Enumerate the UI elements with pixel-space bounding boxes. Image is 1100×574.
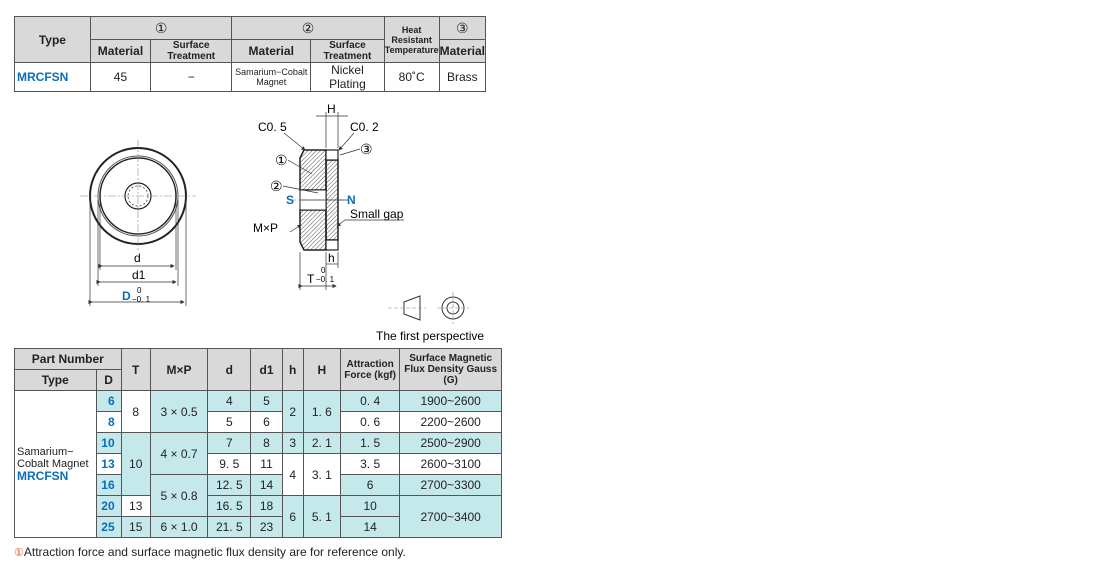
- d-value: 12. 5: [208, 475, 251, 496]
- T-value: 13: [121, 496, 150, 517]
- label-h: h: [328, 251, 335, 265]
- treatment-2-value: Nickel Plating: [311, 63, 385, 92]
- material-header-2: Material: [232, 40, 311, 63]
- H-value: 5. 1: [303, 496, 340, 538]
- type-code: MRCFSN: [15, 63, 91, 92]
- attraction-header: Attraction Force (kgf): [340, 349, 399, 391]
- T-header: T: [121, 349, 150, 391]
- col3-marker: ③: [439, 17, 485, 40]
- D-value: 16: [96, 475, 121, 496]
- type-header: Type: [15, 370, 97, 391]
- type-name-line1: Samarium−: [17, 446, 74, 458]
- D-value: 13: [96, 454, 121, 475]
- d1-value: 18: [251, 496, 282, 517]
- h-value: 3: [282, 433, 303, 454]
- d-header: d: [208, 349, 251, 391]
- material-2-value: Samarium−Cobalt Magnet: [232, 63, 311, 92]
- col1-marker: ①: [90, 17, 232, 40]
- side-view: [283, 112, 404, 290]
- note-text: Attraction force and surface magnetic flux density are for reference only.: [23, 545, 406, 559]
- tol-D-lower: −0. 1: [132, 295, 151, 304]
- flux-value: 2600~3100: [400, 454, 502, 475]
- attraction-value: 3. 5: [340, 454, 399, 475]
- material-header-1: Material: [90, 40, 150, 63]
- h-value: 6: [282, 496, 303, 538]
- marker-3: ③: [360, 141, 373, 157]
- label-H: H: [327, 102, 336, 116]
- D-value: 10: [96, 433, 121, 454]
- label-d1: d1: [132, 268, 146, 282]
- h-value: 2: [282, 391, 303, 433]
- tol-D-upper: 0: [137, 286, 142, 295]
- type-code: MRCFSN: [17, 469, 69, 483]
- d-value: 7: [208, 433, 251, 454]
- MxP-value: 3 × 0.5: [150, 391, 207, 433]
- pole-N: N: [347, 193, 356, 207]
- H-value: 1. 6: [303, 391, 340, 433]
- label-T: T: [307, 272, 315, 286]
- material-1-value: 45: [90, 63, 150, 92]
- d-value: 5: [208, 412, 251, 433]
- marker-2: ②: [270, 178, 283, 194]
- H-value: 3. 1: [303, 454, 340, 496]
- projection-label: The first perspective: [376, 329, 485, 343]
- h-value: 4: [282, 454, 303, 496]
- H-header: H: [303, 349, 340, 391]
- T-value: 8: [121, 391, 150, 433]
- d1-header: d1: [251, 349, 282, 391]
- tol-T-upper: 0: [321, 266, 326, 275]
- treatment-header-1: Surface Treatment: [151, 40, 232, 63]
- note-icon: ①: [14, 547, 24, 559]
- flux-value: 2700~3400: [400, 496, 502, 538]
- part-number-table: [14, 348, 502, 538]
- d-value: 16. 5: [208, 496, 251, 517]
- material-header-3: Material: [439, 40, 485, 63]
- d1-value: 23: [251, 517, 282, 538]
- MxP-value: 4 × 0.7: [150, 433, 207, 475]
- type-cell: [15, 391, 97, 538]
- small-gap-label: Small gap: [350, 207, 404, 221]
- footnote: [14, 545, 406, 559]
- material-3-value: Brass: [439, 63, 485, 92]
- d1-value: 5: [251, 391, 282, 412]
- T-value: 15: [121, 517, 150, 538]
- h-header: h: [282, 349, 303, 391]
- H-value: 2. 1: [303, 433, 340, 454]
- d1-value: 8: [251, 433, 282, 454]
- T-value: 10: [121, 433, 150, 496]
- flux-value: 2700~3300: [400, 475, 502, 496]
- tol-T-lower: −0. 1: [316, 275, 335, 284]
- d1-value: 11: [251, 454, 282, 475]
- heat-resistant-header: Heat Resistant Temperature: [384, 17, 439, 63]
- d-value: 21. 5: [208, 517, 251, 538]
- attraction-value: 0. 4: [340, 391, 399, 412]
- d1-value: 14: [251, 475, 282, 496]
- projection-symbol-icon: [388, 292, 469, 324]
- flux-value: 2500~2900: [400, 433, 502, 454]
- part-number-header: Part Number: [15, 349, 122, 370]
- label-d: d: [134, 251, 141, 265]
- D-value: 8: [96, 412, 121, 433]
- flux-header: Surface Magnetic Flux Density Gauss (G): [400, 349, 502, 391]
- type-header: Type: [15, 17, 91, 63]
- attraction-value: 0. 6: [340, 412, 399, 433]
- chamfer-c02: C0. 2: [350, 120, 379, 134]
- chamfer-c05: C0. 5: [258, 120, 287, 134]
- flux-value: 1900~2600: [400, 391, 502, 412]
- d-value: 4: [208, 391, 251, 412]
- type-name-line2: Cobalt Magnet: [17, 458, 89, 470]
- attraction-value: 6: [340, 475, 399, 496]
- d1-value: 6: [251, 412, 282, 433]
- label-D: D: [122, 289, 131, 303]
- marker-1: ①: [275, 152, 288, 168]
- attraction-value: 10: [340, 496, 399, 517]
- D-value: 6: [96, 391, 121, 412]
- MxP-value: 6 × 1.0: [150, 517, 207, 538]
- treatment-header-2: Surface Treatment: [311, 40, 385, 63]
- d-value: 9. 5: [208, 454, 251, 475]
- MxP-header: M×P: [150, 349, 207, 391]
- col2-marker: ②: [232, 17, 384, 40]
- MxP-value: 5 × 0.8: [150, 475, 207, 517]
- heat-value: 80˚C: [384, 63, 439, 92]
- D-header: D: [96, 370, 121, 391]
- thread-label: M×P: [253, 221, 279, 235]
- attraction-value: 14: [340, 517, 399, 538]
- treatment-1-value: −: [151, 63, 232, 92]
- D-value: 25: [96, 517, 121, 538]
- D-value: 20: [96, 496, 121, 517]
- attraction-value: 1. 5: [340, 433, 399, 454]
- flux-value: 2200~2600: [400, 412, 502, 433]
- pole-S: S: [286, 193, 295, 207]
